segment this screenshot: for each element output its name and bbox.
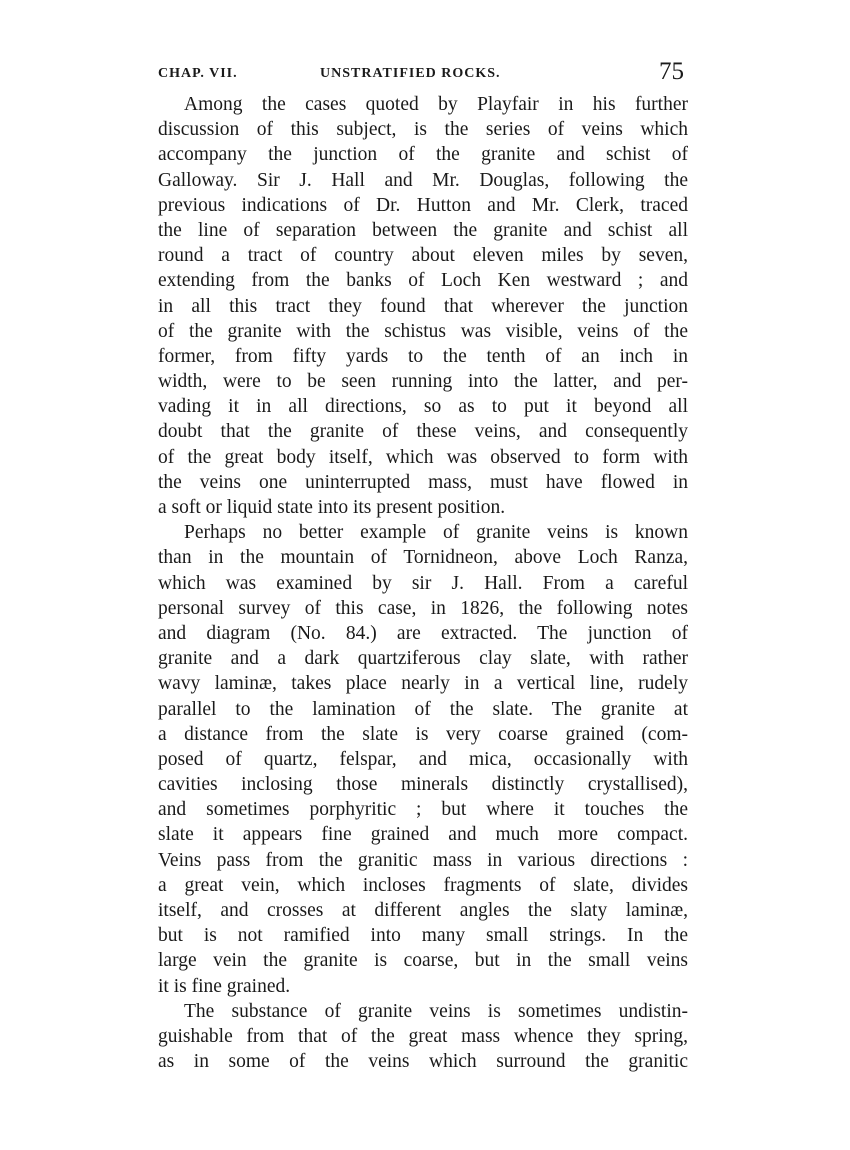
text-line: vading it in all directions, so as to put it beyond all [158,396,688,418]
text-line: Veins pass from the granitic mass in various directions : [158,849,688,871]
text-line: previous indications of Dr. Hutton and Mr. Clerk, traced [158,194,688,216]
text-line: slate it appears fine grained and much more compact. [158,824,688,846]
text-line: parallel to the lamination of the slate. The granite at [158,698,688,720]
text-line: the veins one uninterrupted mass, must have flowed in [158,471,688,493]
text-line: itself, and crosses at different angles the slaty laminæ, [158,900,688,921]
text-line: it is fine grained. [158,975,291,997]
text-line: than in the mountain of Tornidneon, above Loch Ranza, [158,547,688,569]
text-line: as in some of the veins which surround the granitic [158,1051,688,1073]
text-line: Galloway. Sir J. Hall and Mr. Douglas, following the [158,169,688,191]
text-line: wavy laminæ, takes place nearly in a vertical line, rudely [158,673,688,695]
text-line: and sometimes porphyritic ; but where it touches the [158,799,688,821]
text-line: posed of quartz, felspar, and mica, occasionally with [158,748,688,770]
text-line: discussion of this subject, is the series of veins which [158,119,688,141]
text-line: and diagram (No. 84.) are extracted. The junction of [158,622,688,644]
text-line: which was examined by sir J. Hall. From a careful [158,572,688,594]
text-line: accompany the junction of the granite and schist of [158,144,688,166]
page-number: 75 [659,58,684,85]
running-title: UNSTRATIFIED ROCKS. [320,66,501,81]
text-line: in all this tract they found that wherever the junction [158,295,688,317]
text-line: round a tract of country about eleven miles by seven, [158,245,688,267]
book-page [158,58,688,1074]
text-line: cavities inclosing those minerals distinctly crystallised), [158,774,688,796]
text-line: but is not ramified into many small strings. In the [158,925,688,947]
paragraph [158,520,688,999]
text-line: Among the cases quoted by Playfair in his further [184,94,688,115]
chapter-label: CHAP. VII. [158,66,238,81]
body-text [158,92,688,1074]
text-line: a distance from the slate is very coarse grained (com- [158,723,688,745]
text-line: extending from the banks of Loch Ken westward ; and [158,270,688,292]
text-line: large vein the granite is coarse, but in the small veins [158,950,688,972]
text-line: of the great body itself, which was observed to form with [158,446,688,468]
text-line: guishable from that of the great mass whence they spring, [158,1025,688,1047]
text-line: a soft or liquid state into its present position. [158,497,506,518]
text-line: width, were to be seen running into the latter, and per- [158,371,688,393]
running-head [158,58,688,92]
text-line: The substance of granite veins is sometimes undistin- [184,1000,688,1022]
text-line: of the granite with the schistus was visible, veins of the [158,320,688,342]
text-line: granite and a dark quartziferous clay slate, with rather [158,648,688,670]
paragraph [158,92,688,520]
paragraph [158,999,688,1075]
text-line: the line of separation between the granite and schist all [158,219,688,241]
text-line: Perhaps no better example of granite veins is known [184,522,688,544]
text-line: former, from fifty yards to the tenth of an inch in [158,345,688,367]
text-line: a great vein, which incloses fragments of slate, divides [158,874,688,896]
text-line: doubt that the granite of these veins, and consequently [158,421,688,443]
text-line: personal survey of this case, in 1826, the following notes [158,597,688,619]
